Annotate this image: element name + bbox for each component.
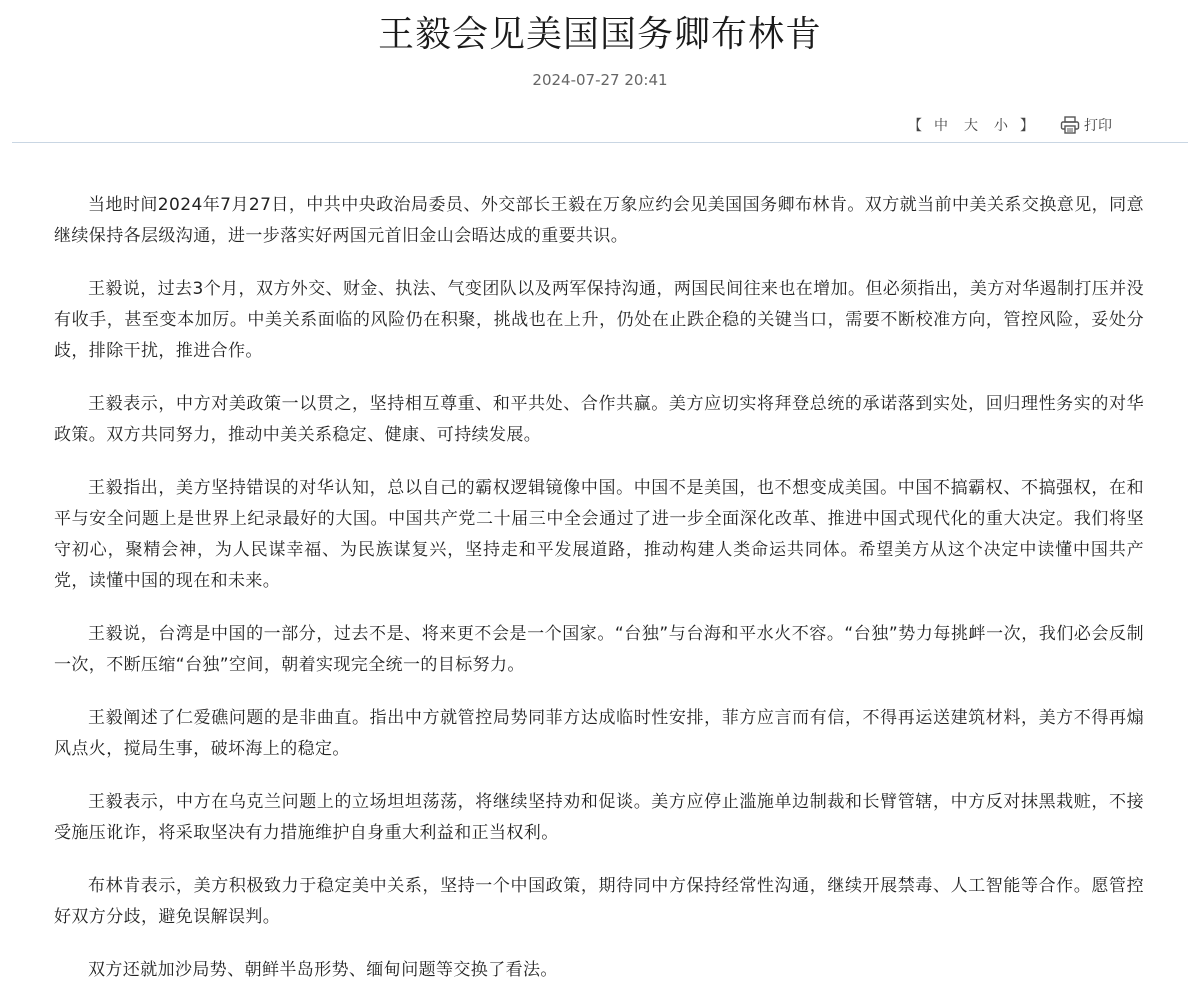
font-size-small-button[interactable]: 小 — [994, 118, 1008, 134]
article-paragraph: 布林肯表示，美方积极致力于稳定美中关系，坚持一个中国政策，期待同中方保持经常性沟通，继续开展禁毒、人工智能等合作。愿管控好双方分歧，避免误解误判。 — [54, 876, 1144, 927]
article-toolbar — [904, 112, 1112, 138]
article-paragraph: 王毅说，台湾是中国的一部分，过去不是、将来更不会是一个国家。“台独”与台海和平水火不容。“台独”势力每挑衅一次，我们必会反制一次，不断压缩“台独”空间，朝着实现完全统一的目标努力。 — [54, 624, 1144, 675]
article-body — [54, 190, 1144, 1008]
publish-date: 2024-07-27 20:41 — [532, 71, 668, 89]
article-paragraph: 王毅阐述了仁爱礁问题的是非曲直。指出中方就管控局势同菲方达成临时性安排，菲方应言而有信，不得再运送建筑材料，美方不得再煽风点火，搅局生事，破坏海上的稳定。 — [54, 708, 1144, 759]
article-paragraph: 当地时间2024年7月27日，中共中央政治局委员、外交部长王毅在万象应约会见美国国务卿布林肯。双方就当前中美关系交换意见，同意继续保持各层级沟通，进一步落实好两国元首旧金山会晤达成的重要共识。 — [54, 195, 1144, 246]
article-paragraph: 王毅表示，中方对美政策一以贯之，坚持相互尊重、和平共处、合作共赢。美方应切实将拜登总统的承诺落到实处，回归理性务实的对华政策。双方共同努力，推动中美关系稳定、健康、可持续发展。 — [54, 394, 1144, 445]
article-paragraph: 王毅说，过去3个月，双方外交、财金、执法、气变团队以及两军保持沟通，两国民间往来也在增加。但必须指出，美方对华遏制打压并没有收手，甚至变本加厉。中美关系面临的风险仍在积聚，挑战也在上升，仍处在止跌企稳的关键当口，需要不断校准方向，管控风险，妥处分歧，排除干扰，推进合作。 — [54, 279, 1144, 361]
print-button[interactable] — [1060, 115, 1112, 135]
page-title: 王毅会见美国国务卿布林肯 — [377, 14, 822, 55]
article-paragraph: 双方还就加沙局势、朝鲜半岛形势、缅甸问题等交换了看法。 — [88, 960, 558, 980]
header-divider — [12, 142, 1188, 143]
printer-icon — [1060, 116, 1080, 134]
article-paragraph: 王毅表示，中方在乌克兰问题上的立场坦坦荡荡，将继续坚持劝和促谈。美方应停止滥施单边制裁和长臂管辖，中方反对抹黑栽赃，不接受施压讹诈，将采取坚决有力措施维护自身重大利益和正当权利。 — [54, 792, 1144, 843]
font-size-medium-button[interactable]: 大 — [964, 118, 978, 134]
font-size-selector — [904, 115, 1038, 135]
font-size-large-button[interactable]: 中 — [934, 118, 948, 134]
bracket-close: 】 — [1020, 118, 1034, 134]
article-paragraph: 王毅指出，美方坚持错误的对华认知，总以自己的霸权逻辑镜像中国。中国不是美国，也不想变成美国。中国不搞霸权、不搞强权，在和平与安全问题上是世界上纪录最好的大国。中国共产党二十届三中全会通过了进一步全面深化改革、推进中国式现代化的重大决定。我们将坚守初心，聚精会神，为人民谋幸福、为民族谋复兴，坚持走和平发展道路，推动构建人类命运共同体。希望美方从这个决定中读懂中国共产党，读懂中国的现在和未来。 — [54, 478, 1144, 591]
print-label: 打印 — [1084, 118, 1112, 134]
bracket-open: 【 — [908, 118, 922, 134]
